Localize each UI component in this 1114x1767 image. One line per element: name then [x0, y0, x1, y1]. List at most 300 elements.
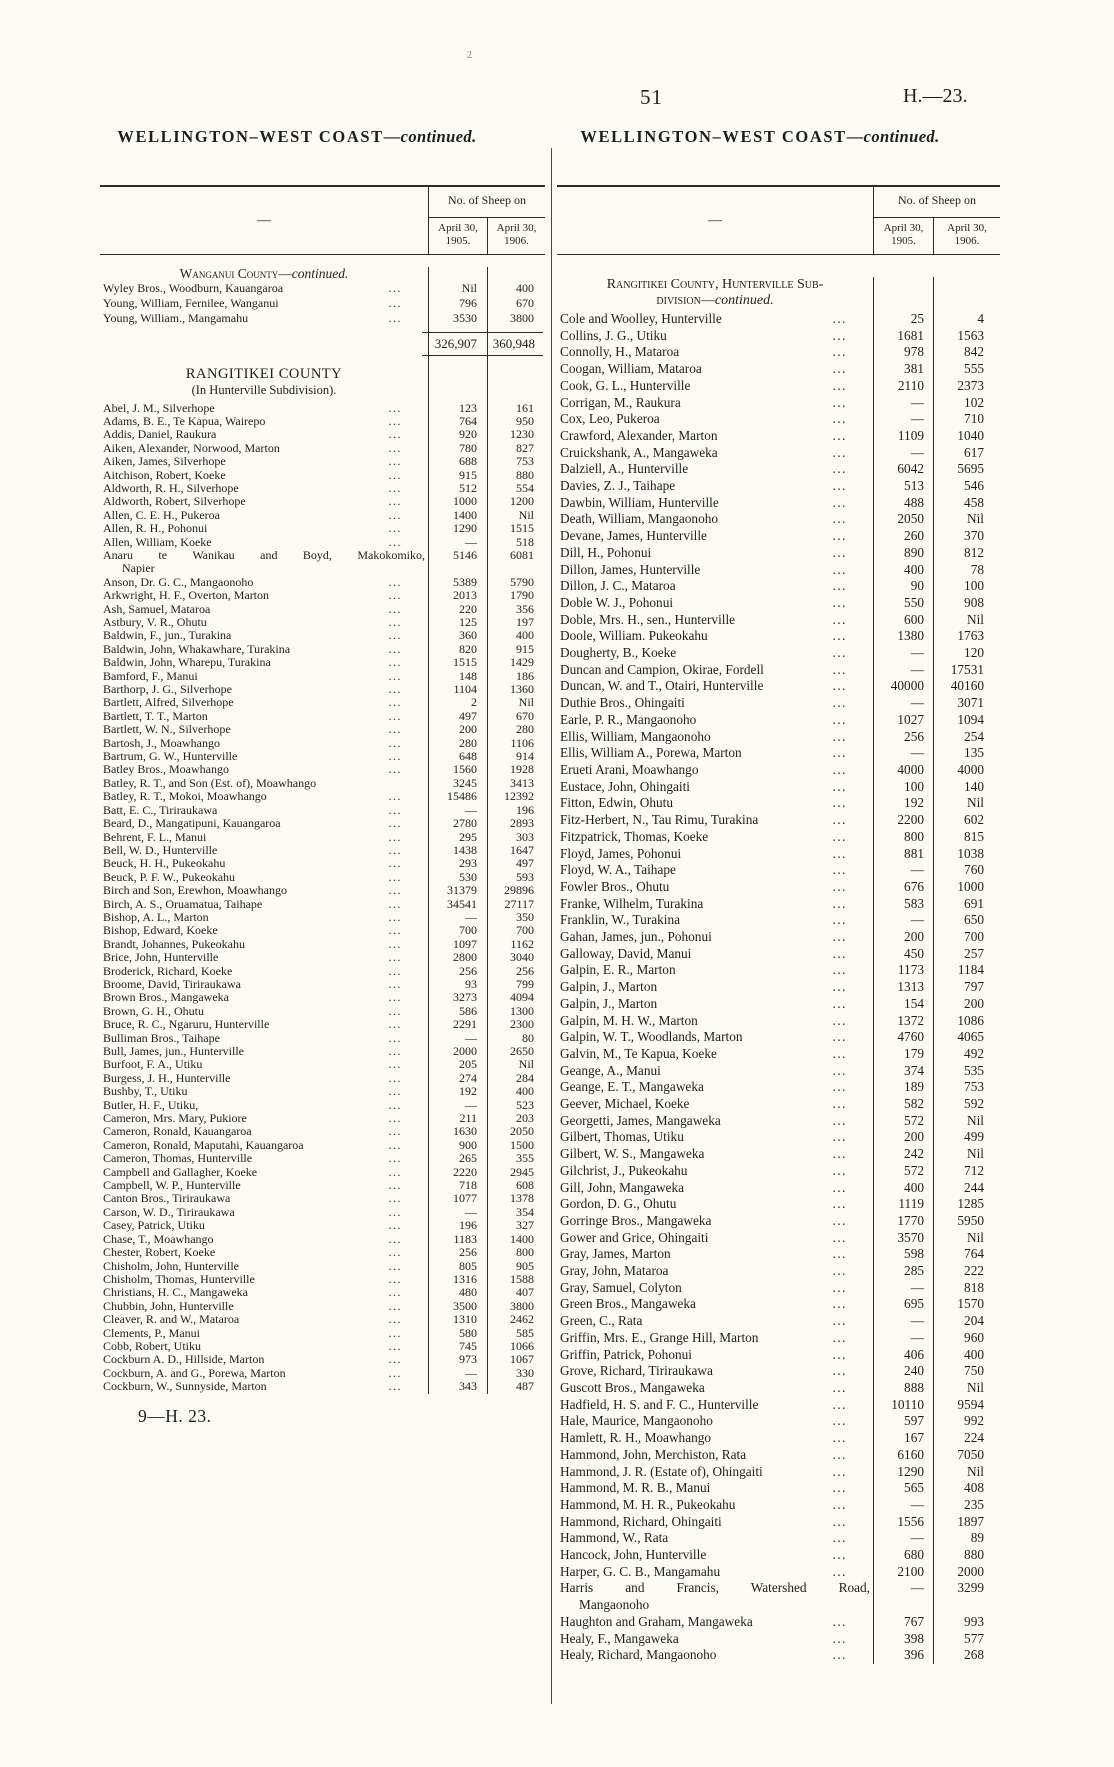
table-row: [100, 804, 545, 817]
table-row: [100, 1005, 545, 1018]
owner-name: [100, 1179, 428, 1192]
owner-name-line-2: Mangaonoho: [579, 1597, 650, 1613]
sheep-count-1906: 5695: [957, 461, 984, 477]
owner-name: [100, 670, 428, 683]
sheep-count-1905: Nil: [461, 281, 477, 295]
leader-dots: ...: [388, 909, 402, 924]
table-row: [100, 1099, 545, 1112]
leader-dots: ...: [832, 1079, 847, 1095]
sheep-count-1906: 1429: [510, 655, 534, 670]
sheep-count-1906: 1928: [510, 762, 534, 777]
sheep-count-1905: 211: [459, 1111, 477, 1126]
owner-name-line: Adams, B. E., Te Kapua, Wairepo: [103, 413, 266, 428]
owner-name-line: Gilbert, Thomas, Utiku: [560, 1129, 684, 1145]
sheep-count-1906: 710: [964, 411, 984, 427]
leader-dots: ...: [388, 413, 402, 428]
owner-name-line: Brown, G. H., Ohutu: [103, 1003, 204, 1018]
leader-dots: ...: [388, 1298, 402, 1313]
sheep-count-1905: 398: [904, 1630, 924, 1646]
left-sheep-table: [100, 185, 545, 1394]
owner-name-line: Gordon, D. G., Ohutu: [560, 1196, 677, 1212]
sheep-count-1905: —: [910, 661, 924, 677]
col-header-april-1905: April 30, 1905.: [883, 222, 924, 247]
owner-name: [100, 1045, 428, 1058]
table-row: [100, 1353, 545, 1366]
leader-dots: ...: [388, 1271, 402, 1286]
leader-dots: ...: [832, 1146, 847, 1162]
table-rows-group: [100, 281, 545, 326]
owner-name-line: Ellis, William A., Porewa, Marton: [560, 745, 742, 761]
column-divider-rule: [551, 148, 552, 1704]
sheep-count-1906: 350: [516, 909, 534, 924]
leader-dots: ...: [388, 574, 402, 589]
sheep-count-1905: 1290: [897, 1463, 924, 1479]
left-column-title: [92, 127, 502, 147]
owner-name-line: Astbury, V. R., Ohutu: [103, 615, 207, 629]
sheep-count-1905: 1290: [453, 521, 477, 536]
leader-dots: ...: [388, 950, 402, 965]
sheep-count-1906: 905: [516, 1258, 534, 1273]
owner-name: [100, 495, 428, 508]
table-row: [100, 656, 545, 669]
table-row: [100, 737, 545, 750]
leader-dots: ...: [832, 1329, 847, 1345]
sheep-count-1906: 400: [516, 281, 534, 295]
sheep-count-1905: 1400: [453, 507, 477, 522]
sheep-count-1906: 815: [964, 828, 984, 844]
owner-name-line: Hammond, M. H. R., Pukeokahu: [560, 1496, 736, 1512]
owner-name-line: Bell, W. D., Hunterville: [103, 842, 218, 857]
owner-name-line: Hammond, W., Rata: [560, 1530, 669, 1546]
leader-dots: ...: [832, 1613, 847, 1629]
print-artifact: 2: [467, 50, 472, 61]
owner-name: [100, 536, 428, 549]
owner-name: [557, 361, 873, 378]
leader-dots: ...: [832, 1513, 847, 1529]
sheep-count-1906: 80: [522, 1030, 534, 1045]
sheep-count-1906: 670: [516, 708, 534, 723]
sheep-count-1905: 400: [904, 561, 924, 577]
sheep-count-1906: 546: [964, 478, 984, 494]
owner-name-line: Green, C., Rata: [560, 1313, 643, 1329]
right-sheep-table: [557, 185, 1000, 1664]
table-row: [100, 1112, 545, 1125]
leader-dots: ...: [832, 377, 847, 393]
sheep-count-1905: 280: [459, 735, 477, 750]
owner-name: [557, 795, 873, 812]
owner-name-line: Dawbin, William, Hunterville: [560, 494, 719, 510]
owner-name: [100, 1313, 428, 1326]
sheep-count-1906: Nil: [967, 1112, 984, 1128]
owner-name-line: Ash, Samuel, Mataroa: [103, 601, 211, 616]
leader-dots: ...: [388, 1151, 402, 1166]
sheep-count-1906: 1588: [510, 1271, 534, 1286]
owner-name: [557, 445, 873, 462]
sheep-count-1906: 1200: [510, 494, 534, 509]
leader-dots: ...: [388, 655, 402, 670]
sheep-count-1905: 513: [904, 478, 924, 494]
sheep-count-1905: 820: [459, 641, 477, 656]
sheep-count-1906: 492: [964, 1045, 984, 1061]
sheep-count-1906: 140: [964, 778, 984, 794]
owner-name: [100, 871, 428, 884]
leader-dots: ...: [832, 1463, 847, 1479]
sheep-count-1905: 2050: [897, 511, 924, 527]
owner-name-line: Crawford, Alexander, Marton: [560, 427, 718, 443]
sheep-count-1906: 200: [964, 995, 984, 1011]
owner-name-line: Galpin, J., Marton: [560, 995, 658, 1011]
sheep-count-1906: 555: [964, 361, 984, 377]
sheep-count-1905: 1681: [897, 327, 924, 343]
document-reference: H.—23.: [903, 85, 968, 107]
owner-name: [557, 428, 873, 445]
owner-name: [557, 1530, 873, 1547]
owner-name: [557, 528, 873, 545]
leader-dots: ...: [832, 1396, 847, 1412]
sheep-count-1906: 1066: [510, 1338, 534, 1353]
sheep-count-1905: 488: [904, 494, 924, 510]
leader-dots: ...: [388, 1084, 402, 1099]
sheep-count-1906: 256: [516, 963, 534, 978]
owner-name: [100, 296, 428, 311]
sheep-count-1905: 3570: [897, 1229, 924, 1245]
owner-name: [557, 1514, 873, 1531]
sheep-count-1905: 1372: [897, 1012, 924, 1028]
leader-dots: ...: [832, 1012, 847, 1028]
owner-name: [100, 576, 428, 589]
sheep-count-1906: 407: [516, 1285, 534, 1300]
sheep-count-1906: 5950: [957, 1212, 984, 1228]
sheep-count-1906: 592: [964, 1096, 984, 1112]
sheep-count-1905: 1119: [898, 1196, 924, 1212]
sheep-count-1905: 718: [459, 1178, 477, 1193]
owner-name: [100, 469, 428, 482]
owner-name: [557, 979, 873, 996]
owner-name-line: Galpin, W. T., Woodlands, Marton: [560, 1029, 743, 1045]
owner-name: [557, 678, 873, 695]
table-row: [100, 643, 545, 656]
table-row: [100, 1327, 545, 1340]
owner-name: [100, 924, 428, 937]
owner-name: [557, 1046, 873, 1063]
owner-name-line: Batley Bros., Moawhango: [103, 762, 229, 777]
leader-dots: ...: [388, 735, 402, 750]
leader-dots: ...: [832, 895, 847, 911]
sheep-count-1906: 950: [516, 413, 534, 428]
sheep-count-1905: 374: [904, 1062, 924, 1078]
sheep-count-1905: 285: [904, 1263, 924, 1279]
owner-name-line: Batley, R. T., Mokoi, Moawhango: [103, 789, 267, 804]
owner-name-line: Broderick, Richard, Koeke: [103, 963, 233, 978]
owner-name: [100, 696, 428, 709]
leader-dots: ...: [388, 816, 402, 831]
owner-name: [100, 1233, 428, 1246]
table-rows-group: [100, 402, 545, 1394]
sheep-count-1905: 192: [459, 1084, 477, 1099]
sheep-count-1906: 27117: [504, 896, 534, 911]
sheep-count-1905: 154: [904, 995, 924, 1011]
total-1905: 326,907: [422, 332, 483, 356]
owner-name: [100, 1380, 428, 1393]
leader-dots: ...: [832, 594, 847, 610]
sheep-count-1905: 100: [904, 778, 924, 794]
column-rule: [428, 267, 429, 1394]
owner-name-line: Duncan, W. and T., Otairi, Hunterville: [560, 678, 764, 694]
owner-name-line: Eustace, John, Ohingaiti: [560, 778, 690, 794]
sheep-count-1905: 3500: [453, 1298, 477, 1313]
leader-dots: ...: [832, 394, 847, 410]
owner-name-line: Dillon, J. C., Mataroa: [560, 578, 676, 594]
right-table-body: [557, 277, 1000, 1664]
owner-name-line: Healy, Richard, Mangaonoho: [560, 1647, 717, 1663]
owner-name-line: Dalziell, A., Hunterville: [560, 461, 689, 477]
leader-dots: ...: [388, 1070, 402, 1085]
sheep-count-1905: 1077: [453, 1191, 477, 1206]
owner-name-line: Bruce, R. C., Ngaruru, Hunterville: [103, 1017, 270, 1032]
leader-dots: ...: [388, 480, 402, 495]
owner-name: [100, 1260, 428, 1273]
leader-dots: ...: [388, 1097, 402, 1112]
sheep-count-1906: 268: [964, 1647, 984, 1663]
leader-dots: ...: [388, 856, 402, 871]
col-header-april-1906: April 30, 1906.: [487, 218, 545, 254]
table-row: [100, 857, 545, 870]
owner-name: [100, 1206, 428, 1219]
sheep-count-1906: 4000: [957, 761, 984, 777]
sheep-count-1906: 3800: [510, 1298, 534, 1313]
owner-name: [100, 1152, 428, 1165]
owner-name-line: Anson, Dr. G. C., Mangaonoho: [103, 574, 254, 589]
leader-dots: ...: [388, 1124, 402, 1139]
owner-name: [557, 929, 873, 946]
leader-dots: ...: [388, 682, 402, 697]
sheep-count-1905: 1515: [453, 655, 477, 670]
sheep-count-1905: 600: [904, 611, 924, 627]
owner-name-line: Hammond, J. R. (Estate of), Ohingaiti: [560, 1463, 763, 1479]
owner-name: [557, 762, 873, 779]
owner-name: [100, 857, 428, 870]
sheep-count-1906: 1106: [510, 735, 534, 750]
leader-dots: ...: [388, 534, 402, 549]
sheep-count-1906: 993: [964, 1613, 984, 1629]
leader-dots: ...: [388, 896, 402, 911]
table-row: [100, 455, 545, 468]
owner-name: [557, 1230, 873, 1247]
sheep-count-1905: 920: [459, 427, 477, 442]
sheep-count-1905: 1183: [453, 1231, 477, 1246]
owner-name-line: Chubbin, John, Hunterville: [103, 1298, 234, 1313]
owner-name: [100, 1340, 428, 1353]
leader-dots: ...: [832, 427, 847, 443]
owner-name: [100, 616, 428, 629]
sheep-count-1906: 196: [516, 802, 534, 817]
owner-name-line: Hancock, John, Hunterville: [560, 1547, 707, 1563]
owner-name: [100, 455, 428, 468]
owner-name-line: Birch, A. S., Oruamatua, Taihape: [103, 896, 263, 911]
owner-name-line: Clements, P., Manui: [103, 1325, 201, 1340]
owner-name: [557, 1296, 873, 1313]
owner-name: [100, 1166, 428, 1179]
sheep-count-1906: 12392: [504, 789, 534, 804]
leader-dots: ...: [832, 1179, 847, 1195]
sheep-count-1906: 3040: [510, 950, 534, 965]
sheep-count-1905: 93: [465, 976, 477, 991]
sheep-count-1906: 2945: [510, 1164, 534, 1179]
owner-name-line: Cameron, Ronald, Maputahi, Kauangaroa: [103, 1137, 304, 1152]
owner-name: [557, 1647, 873, 1664]
sheep-count-1905: 582: [904, 1096, 924, 1112]
sheep-count-1905: —: [910, 912, 924, 928]
leader-dots: ...: [388, 883, 402, 898]
owner-name: [557, 1413, 873, 1430]
sheep-count-1905: —: [910, 862, 924, 878]
owner-name-line: Allen, William, Koeke: [103, 534, 212, 549]
owner-name: [100, 951, 428, 964]
owner-name-line: Arkwright, H. F., Overton, Marton: [103, 588, 270, 603]
sheep-count-1905: 580: [459, 1325, 477, 1340]
sheep-count-1905: 1316: [453, 1271, 477, 1286]
owner-name: [100, 415, 428, 428]
leader-dots: ...: [388, 842, 402, 857]
owner-name-line: Carson, W. D., Tiriraukawa: [103, 1204, 235, 1219]
owner-name-line: Gilbert, W. S., Mangaweka: [560, 1146, 705, 1162]
table-row: [100, 750, 545, 763]
sheep-count-1906: 1086: [957, 1012, 984, 1028]
owner-name-line: Gray, James, Marton: [560, 1246, 671, 1262]
owner-name: [557, 411, 873, 428]
owner-name: [100, 442, 428, 455]
sheep-count-1905: 1438: [453, 842, 477, 857]
owner-name: [100, 1005, 428, 1018]
sheep-count-1906: 9594: [957, 1396, 984, 1412]
owner-name-line: Hammond, John, Merchiston, Rata: [560, 1446, 747, 1462]
sheep-count-1905: 767: [904, 1613, 924, 1629]
leader-dots: ...: [832, 411, 847, 427]
sheep-count-1906: 1230: [510, 427, 534, 442]
sheep-count-1905: 5389: [453, 574, 477, 589]
sheep-count-1905: 695: [904, 1296, 924, 1312]
owner-name: [100, 1353, 428, 1366]
sheep-count-1905: 2220: [453, 1164, 477, 1179]
owner-name-line: Galvin, M., Te Kapua, Koeke: [560, 1045, 717, 1061]
sheep-count-1905: 205: [459, 1057, 477, 1072]
table-row: [100, 696, 545, 709]
owner-name-line: Addis, Daniel, Raukura: [103, 427, 217, 442]
sheep-count-1906: Nil: [518, 507, 534, 522]
owner-name: [100, 1099, 428, 1112]
owner-name-line: Earle, P. R., Mangaonoho: [560, 711, 697, 727]
owner-name-line: Chester, Robert, Koeke: [103, 1245, 216, 1260]
owner-name-line: Bamford, F., Manui: [103, 668, 198, 683]
column-rule: [933, 277, 934, 1664]
sheep-count-1906: 760: [964, 862, 984, 878]
sheep-count-1905: 1556: [897, 1513, 924, 1529]
sheep-count-1905: 179: [904, 1045, 924, 1061]
owner-name-line: Bull, James, jun., Hunterville: [103, 1044, 244, 1058]
owner-name-line: Campbell, W. P., Hunterville: [103, 1178, 241, 1193]
owner-name: [100, 844, 428, 857]
sheep-count-1906: 960: [964, 1329, 984, 1345]
owner-name: [557, 1313, 873, 1330]
sheep-count-1906: 799: [516, 976, 534, 991]
owner-name: [100, 1286, 428, 1299]
owner-name: [557, 1547, 873, 1564]
sheep-count-1906: 161: [516, 400, 534, 415]
owner-name: [100, 1112, 428, 1125]
owner-name: [100, 683, 428, 696]
table-row: [100, 616, 545, 629]
sheep-count-1905: 2100: [897, 1563, 924, 1579]
table-row: [100, 1260, 545, 1273]
leader-dots: ...: [388, 1191, 402, 1206]
leader-dots: ...: [832, 962, 847, 978]
leader-dots: ...: [832, 1062, 847, 1078]
owner-name-line: Bishop, A. L., Marton: [103, 909, 209, 924]
sheep-count-1906: 1300: [510, 1003, 534, 1018]
owner-name-line: Chisholm, John, Hunterville: [103, 1258, 239, 1273]
owner-name: [557, 1430, 873, 1447]
col-header-april-1905: April 30, 1905.: [438, 222, 478, 247]
sheep-count-1906: 753: [964, 1079, 984, 1095]
sheep-count-1906: 4065: [957, 1029, 984, 1045]
owner-name: [100, 938, 428, 951]
sheep-count-1906: 2373: [957, 377, 984, 393]
sheep-count-1905: 2013: [453, 588, 477, 603]
leader-dots: ...: [832, 1263, 847, 1279]
table-row: [100, 817, 545, 830]
sheep-count-1906: 1360: [510, 682, 534, 697]
sheep-count-1905: 189: [904, 1079, 924, 1095]
sheep-count-1906: 3413: [510, 775, 534, 790]
owner-name: [100, 1192, 428, 1205]
sheep-count-1905: 25: [910, 311, 924, 326]
owner-name: [100, 911, 428, 924]
owner-name-line: Geange, A., Manui: [560, 1062, 661, 1078]
sheep-count-1905: 260: [904, 528, 924, 544]
right-column-title: [540, 127, 980, 147]
sheep-count-1905: 196: [459, 1218, 477, 1233]
owner-name-line: Birch and Son, Erewhon, Moawhango: [103, 883, 287, 898]
sheep-count-1906: Nil: [967, 611, 984, 627]
leader-dots: ...: [832, 661, 847, 677]
sheep-count-1905: 497: [459, 708, 477, 723]
leader-dots: ...: [832, 1246, 847, 1262]
sheep-count-1905: 256: [459, 1245, 477, 1260]
owner-name: [557, 829, 873, 846]
owner-name: [557, 1330, 873, 1347]
sheep-count-1905: 480: [459, 1285, 477, 1300]
owner-name: [100, 402, 428, 415]
leader-dots: ...: [832, 528, 847, 544]
table-row: [100, 1139, 545, 1152]
owner-name: [557, 645, 873, 662]
leader-dots: ...: [832, 862, 847, 878]
table-row: [100, 1072, 545, 1085]
owner-name: [100, 978, 428, 991]
owner-name: [557, 478, 873, 495]
owner-name: [557, 1246, 873, 1263]
sheep-count-1906: 1038: [957, 845, 984, 861]
sheep-count-1906: 284: [516, 1070, 534, 1085]
owner-name-line: Georgetti, James, Mangaweka: [560, 1112, 721, 1128]
owner-name-line: Broome, David, Tiriraukawa: [103, 976, 241, 991]
owner-name-line: Geange, E. T., Mangaweka: [560, 1079, 704, 1095]
leader-dots: ...: [832, 1296, 847, 1312]
table-row: [100, 1018, 545, 1031]
owner-name-line: Galpin, E. R., Marton: [560, 962, 676, 978]
owner-name: [100, 1058, 428, 1071]
owner-name-line: Cameron, Ronald, Kauangaroa: [103, 1124, 252, 1139]
